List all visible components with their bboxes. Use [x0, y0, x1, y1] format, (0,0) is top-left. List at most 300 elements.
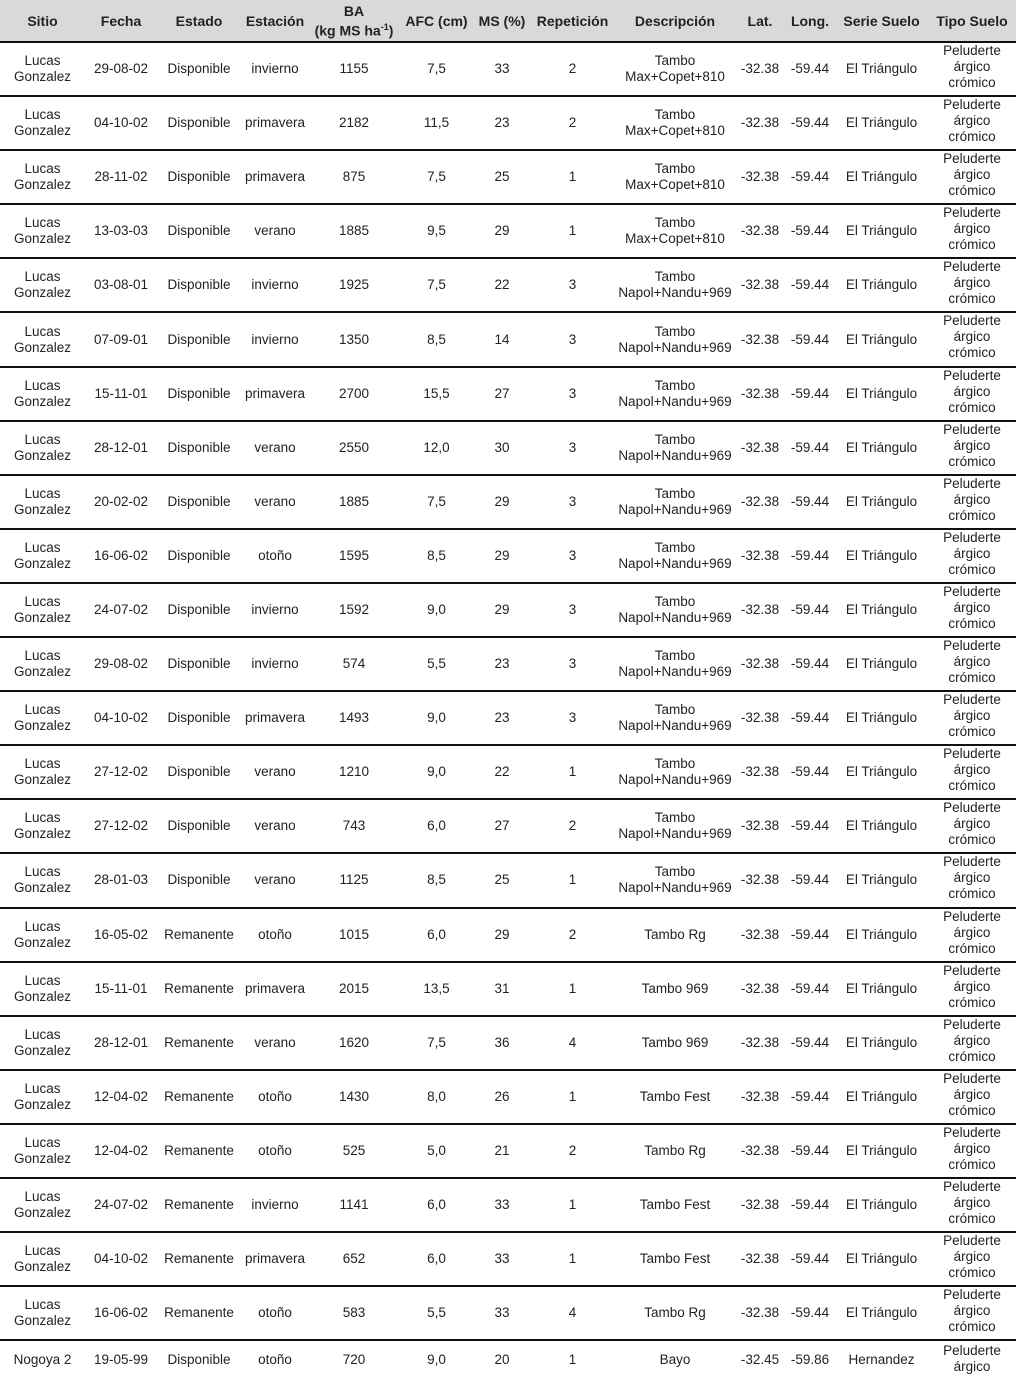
cell-serie-suelo: El Triángulo [835, 42, 928, 96]
cell-lat: -32.45 [740, 1351, 780, 1367]
cell-ba: 1155 [309, 42, 399, 96]
cell-estado: Remanente [157, 1286, 241, 1340]
cell-afc: 9,0 [399, 691, 474, 745]
cell-estado: Remanente [157, 1016, 241, 1070]
cell-ba: 1595 [309, 529, 399, 583]
cell-tipo-suelo: Peluderte árgico crómico [928, 908, 1016, 962]
cell-ba: 1885 [309, 475, 399, 529]
table-row [0, 745, 1016, 799]
cell-repeticion: 3 [530, 367, 615, 421]
cell-lat: -32.38 [735, 421, 785, 475]
cell-descripcion: Tambo Napol+Nandu+969 [615, 799, 735, 853]
cell-sitio: Lucas Gonzalez [0, 908, 85, 962]
cell-long: -59.44 [785, 367, 835, 421]
cell-sitio: Lucas Gonzalez [0, 150, 85, 204]
cell-ba: 2015 [309, 962, 399, 1016]
table-row [0, 150, 1016, 204]
cell-afc: 7,5 [399, 1016, 474, 1070]
cell-serie-suelo: El Triángulo [835, 1016, 928, 1070]
cell-serie-suelo: El Triángulo [835, 962, 928, 1016]
cell-afc: 5,0 [399, 1124, 474, 1178]
cell-long: -59.44 [785, 258, 835, 312]
cell-repeticion: 1 [530, 1070, 615, 1124]
cell-serie-suelo: El Triángulo [835, 421, 928, 475]
cell-estado: Remanente [157, 1070, 241, 1124]
cell-long: -59.44 [785, 204, 835, 258]
cell-descripcion: Tambo Napol+Nandu+969 [615, 637, 735, 691]
table-header [0, 0, 1016, 42]
cell-fecha: 16-05-02 [85, 908, 157, 962]
cell-long: -59.44 [785, 312, 835, 366]
cell-ms: 29 [474, 204, 530, 258]
cell-afc: 8,0 [399, 1070, 474, 1124]
cell-repeticion: 3 [530, 421, 615, 475]
cell-sitio: Lucas Gonzalez [0, 1070, 85, 1124]
cell-sitio: Lucas Gonzalez [0, 475, 85, 529]
cell-fecha: 29-08-02 [85, 637, 157, 691]
cell-descripcion: Tambo Max+Copet+810 [615, 204, 735, 258]
cell-long: -59.44 [785, 475, 835, 529]
cell-ms: 33 [474, 1232, 530, 1286]
cell-ba: 1493 [309, 691, 399, 745]
cell-tipo-suelo: Peluderte árgico crómico [928, 1124, 1016, 1178]
cell-ms: 22 [474, 258, 530, 312]
cell-fecha: 28-12-01 [85, 1016, 157, 1070]
cell-estacion: primavera [241, 96, 309, 150]
cell-afc: 9,0 [399, 745, 474, 799]
cell-ms: 33 [474, 42, 530, 96]
cell-lat: -32.38 [735, 150, 785, 204]
cell-estado: Remanente [157, 1178, 241, 1232]
cell-repeticion: 3 [530, 312, 615, 366]
header-descripcion: Descripción [615, 0, 735, 42]
cell-fecha: 03-08-01 [85, 258, 157, 312]
table-row [0, 583, 1016, 637]
cell-afc: 9,0 [399, 583, 474, 637]
cell-lat: -32.38 [735, 529, 785, 583]
header-sitio: Sitio [0, 0, 85, 42]
cell-fecha: 24-07-02 [85, 1178, 157, 1232]
cell-estacion: invierno [241, 637, 309, 691]
cell-sitio: Lucas Gonzalez [0, 529, 85, 583]
cell-descripcion: Tambo Napol+Nandu+969 [615, 853, 735, 907]
cell-fecha: 13-03-03 [85, 204, 157, 258]
cell-ba: 1141 [309, 1178, 399, 1232]
cell-ba: 720 [342, 1351, 366, 1367]
cell-descripcion: Tambo Max+Copet+810 [615, 150, 735, 204]
cell-ba: 2550 [309, 421, 399, 475]
cell-sitio: Lucas Gonzalez [0, 367, 85, 421]
cell-estacion: verano [241, 421, 309, 475]
cell-ba: 875 [309, 150, 399, 204]
cell-fecha: 28-12-01 [85, 421, 157, 475]
cell-estado: Disponible [157, 637, 241, 691]
cell-ms: 23 [474, 691, 530, 745]
cell-repeticion: 2 [530, 908, 615, 962]
cell-ms: 29 [474, 908, 530, 962]
cell-estacion: verano [241, 475, 309, 529]
cell-sitio: Lucas Gonzalez [0, 637, 85, 691]
cell-sitio: Lucas Gonzalez [0, 258, 85, 312]
table-row [0, 204, 1016, 258]
header-fecha: Fecha [85, 0, 157, 42]
cell-lat: -32.38 [735, 799, 785, 853]
cell-ba: 574 [309, 637, 399, 691]
cell-estado: Disponible [157, 204, 241, 258]
cell-ba: 1350 [309, 312, 399, 366]
cell-lat: -32.38 [735, 42, 785, 96]
cell-estacion: otoño [241, 908, 309, 962]
cell-long: -59.44 [785, 691, 835, 745]
cell-estacion: invierno [241, 312, 309, 366]
table-row [0, 1070, 1016, 1124]
cell-descripcion: Tambo Max+Copet+810 [615, 96, 735, 150]
cell-ms: 33 [474, 1286, 530, 1340]
cell-ba: 583 [309, 1286, 399, 1340]
cell-tipo-suelo: Peluderte árgico crómico [928, 1016, 1016, 1070]
cell-lat: -32.38 [735, 908, 785, 962]
cell-estado: Disponible [157, 96, 241, 150]
cell-estacion: invierno [241, 583, 309, 637]
cell-estacion: invierno [241, 1178, 309, 1232]
cell-descripcion: Tambo Fest [615, 1070, 735, 1124]
cell-tipo-suelo: Peluderte árgico crómico [928, 691, 1016, 745]
cell-estacion: verano [241, 853, 309, 907]
cell-sitio: Lucas Gonzalez [0, 421, 85, 475]
cell-afc: 7,5 [399, 475, 474, 529]
cell-descripcion: Tambo Napol+Nandu+969 [615, 475, 735, 529]
cell-ba: 1015 [309, 908, 399, 962]
cell-lat: -32.38 [735, 853, 785, 907]
cell-sitio: Lucas Gonzalez [0, 962, 85, 1016]
table-row [0, 1016, 1016, 1070]
cell-tipo-suelo: Peluderte árgico crómico [928, 42, 1016, 96]
cell-estado: Disponible [157, 799, 241, 853]
cell-afc: 7,5 [399, 42, 474, 96]
cell-descripcion: Tambo Napol+Nandu+969 [615, 312, 735, 366]
cell-estacion: verano [241, 799, 309, 853]
cell-serie-suelo: El Triángulo [835, 367, 928, 421]
cell-lat: -32.38 [735, 691, 785, 745]
cell-repeticion: 1 [530, 150, 615, 204]
cell-ms: 23 [474, 637, 530, 691]
cell-descripcion: Bayo [659, 1351, 691, 1367]
cell-tipo-suelo: Peluderte árgico crómico [928, 1232, 1016, 1286]
cell-long: -59.44 [785, 799, 835, 853]
cell-ba: 2700 [309, 367, 399, 421]
cell-fecha: 20-02-02 [85, 475, 157, 529]
cell-fecha: 04-10-02 [85, 96, 157, 150]
cell-afc: 7,5 [399, 150, 474, 204]
cell-ms: 25 [474, 853, 530, 907]
cell-ms: 29 [474, 583, 530, 637]
cell-estado: Disponible [157, 421, 241, 475]
cell-tipo-suelo: Peluderte árgico crómico [928, 150, 1016, 204]
cell-ms: 31 [474, 962, 530, 1016]
cell-afc: 6,0 [399, 908, 474, 962]
cell-descripcion: Tambo Max+Copet+810 [615, 42, 735, 96]
cell-estado: Remanente [157, 1124, 241, 1178]
cell-estado: Disponible [157, 853, 241, 907]
cell-afc: 9,0 [427, 1351, 446, 1367]
cell-fecha: 07-09-01 [85, 312, 157, 366]
cell-serie-suelo: El Triángulo [835, 204, 928, 258]
cell-ms: 21 [474, 1124, 530, 1178]
cell-ba: 743 [309, 799, 399, 853]
cell-estacion: primavera [241, 1232, 309, 1286]
cell-serie-suelo: El Triángulo [835, 258, 928, 312]
cell-ms: 27 [474, 367, 530, 421]
cell-ms: 29 [474, 529, 530, 583]
table-row [0, 1232, 1016, 1286]
cell-afc: 6,0 [399, 1178, 474, 1232]
cell-tipo-suelo: Peluderte árgico [943, 1343, 1001, 1375]
cell-lat: -32.38 [735, 583, 785, 637]
cell-estacion: primavera [241, 150, 309, 204]
header-estacion: Estación [241, 0, 309, 42]
header-estado: Estado [157, 0, 241, 42]
cell-afc: 12,0 [399, 421, 474, 475]
cell-fecha: 04-10-02 [85, 691, 157, 745]
cell-sitio: Lucas Gonzalez [0, 1232, 85, 1286]
cell-ms: 27 [474, 799, 530, 853]
cell-serie-suelo: El Triángulo [835, 1070, 928, 1124]
cell-fecha: 29-08-02 [85, 42, 157, 96]
cell-estacion: invierno [241, 42, 309, 96]
cell-long: -59.44 [785, 962, 835, 1016]
cell-descripcion: Tambo Rg [615, 908, 735, 962]
table-row [0, 908, 1016, 962]
cell-repeticion: 2 [530, 799, 615, 853]
cell-fecha: 24-07-02 [85, 583, 157, 637]
table-row [0, 42, 1016, 96]
table-row [0, 853, 1016, 907]
cell-repeticion: 2 [530, 1124, 615, 1178]
cell-repeticion: 2 [530, 42, 615, 96]
header-ms: MS (%) [474, 0, 530, 42]
cell-tipo-suelo: Peluderte árgico crómico [928, 637, 1016, 691]
cell-fecha: 04-10-02 [85, 1232, 157, 1286]
cell-repeticion: 1 [530, 853, 615, 907]
cell-tipo-suelo: Peluderte árgico crómico [928, 96, 1016, 150]
header-ba-label: BA [343, 2, 365, 19]
cell-long: -59.44 [785, 745, 835, 799]
cell-lat: -32.38 [735, 367, 785, 421]
cell-fecha: 15-11-01 [85, 367, 157, 421]
cell-estacion: verano [241, 1016, 309, 1070]
header-ba-unit [310, 19, 398, 39]
cell-afc: 15,5 [399, 367, 474, 421]
cell-serie-suelo: El Triángulo [835, 96, 928, 150]
cell-long: -59.44 [785, 583, 835, 637]
table-row [0, 312, 1016, 366]
cell-tipo-suelo: Peluderte árgico crómico [928, 421, 1016, 475]
cell-sitio: Lucas Gonzalez [0, 204, 85, 258]
cell-repeticion: 1 [530, 1178, 615, 1232]
cell-repeticion: 1 [568, 1351, 577, 1367]
cell-repeticion: 3 [530, 583, 615, 637]
table-row [0, 529, 1016, 583]
table-row [0, 1178, 1016, 1232]
cell-estado: Disponible [157, 258, 241, 312]
cell-afc: 8,5 [399, 312, 474, 366]
cell-tipo-suelo: Peluderte árgico crómico [928, 745, 1016, 799]
table-row [0, 637, 1016, 691]
cell-sitio: Lucas Gonzalez [0, 96, 85, 150]
cell-estacion: primavera [241, 367, 309, 421]
cell-repeticion: 3 [530, 637, 615, 691]
cell-lat: -32.38 [735, 96, 785, 150]
table-row [0, 1286, 1016, 1340]
cell-estado: Disponible [157, 312, 241, 366]
cell-tipo-suelo: Peluderte árgico crómico [928, 1178, 1016, 1232]
cell-estacion: primavera [241, 691, 309, 745]
cell-ms: 25 [474, 150, 530, 204]
cell-ba: 1125 [309, 853, 399, 907]
cell-fecha: 16-06-02 [85, 529, 157, 583]
cell-descripcion: Tambo Rg [615, 1286, 735, 1340]
cell-ms: 22 [474, 745, 530, 799]
cell-lat: -32.38 [735, 475, 785, 529]
header-tipo-suelo: Tipo Suelo [928, 0, 1016, 42]
cell-serie-suelo: El Triángulo [835, 1178, 928, 1232]
cell-serie-suelo: El Triángulo [835, 312, 928, 366]
cell-ms: 30 [474, 421, 530, 475]
cell-repeticion: 3 [530, 475, 615, 529]
cell-descripcion: Tambo Napol+Nandu+969 [615, 258, 735, 312]
cell-lat: -32.38 [735, 1286, 785, 1340]
cell-repeticion: 4 [530, 1286, 615, 1340]
header-row [0, 0, 1016, 42]
table-row [0, 367, 1016, 421]
cell-descripcion: Tambo Napol+Nandu+969 [615, 691, 735, 745]
cell-serie-suelo: El Triángulo [835, 691, 928, 745]
cell-sitio: Lucas Gonzalez [0, 799, 85, 853]
cell-long: -59.44 [785, 529, 835, 583]
cell-tipo-suelo: Peluderte árgico crómico [928, 367, 1016, 421]
cell-repeticion: 1 [530, 204, 615, 258]
cell-lat: -32.38 [735, 1232, 785, 1286]
cell-sitio: Lucas Gonzalez [0, 1286, 85, 1340]
table-row [0, 96, 1016, 150]
cell-fecha: 27-12-02 [85, 745, 157, 799]
cell-serie-suelo: El Triángulo [835, 1232, 928, 1286]
cell-tipo-suelo: Peluderte árgico crómico [928, 312, 1016, 366]
cell-sitio: Lucas Gonzalez [0, 691, 85, 745]
cell-afc: 5,5 [399, 637, 474, 691]
cell-ms: 20 [494, 1351, 510, 1367]
cell-fecha: 12-04-02 [85, 1070, 157, 1124]
table-row [0, 962, 1016, 1016]
cell-ba: 1925 [309, 258, 399, 312]
cell-long: -59.44 [785, 421, 835, 475]
cell-tipo-suelo: Peluderte árgico crómico [928, 1070, 1016, 1124]
cell-serie-suelo: El Triángulo [835, 637, 928, 691]
cell-ba: 1210 [309, 745, 399, 799]
cell-estacion: otoño [241, 1286, 309, 1340]
cell-descripcion: Tambo Napol+Nandu+969 [615, 583, 735, 637]
cell-repeticion: 1 [530, 962, 615, 1016]
cell-afc: 9,5 [399, 204, 474, 258]
cell-fecha: 19-05-99 [93, 1351, 149, 1367]
cell-descripcion: Tambo Napol+Nandu+969 [615, 745, 735, 799]
header-afc: AFC (cm) [399, 0, 474, 42]
cell-sitio: Lucas Gonzalez [0, 583, 85, 637]
cell-ba: 525 [309, 1124, 399, 1178]
cell-afc: 6,0 [399, 799, 474, 853]
cell-estacion: otoño [241, 1070, 309, 1124]
cell-tipo-suelo: Peluderte árgico crómico [928, 529, 1016, 583]
cell-lat: -32.38 [735, 1070, 785, 1124]
cell-serie-suelo: El Triángulo [835, 853, 928, 907]
cell-sitio: Lucas Gonzalez [0, 1178, 85, 1232]
cell-ba: 1592 [309, 583, 399, 637]
cell-afc: 8,5 [399, 529, 474, 583]
cell-lat: -32.38 [735, 962, 785, 1016]
cell-ba: 1620 [309, 1016, 399, 1070]
cell-descripcion: Tambo 969 [615, 1016, 735, 1070]
cell-estado: Remanente [157, 962, 241, 1016]
header-ba-unit-sup: -1 [380, 21, 389, 32]
cell-lat: -32.38 [735, 637, 785, 691]
cell-tipo-suelo: Peluderte árgico crómico [928, 799, 1016, 853]
cell-estacion: primavera [241, 962, 309, 1016]
cell-ba: 652 [309, 1232, 399, 1286]
cell-fecha: 28-01-03 [85, 853, 157, 907]
header-ba [309, 0, 399, 42]
table-body [0, 42, 1016, 1378]
cell-afc: 7,5 [399, 258, 474, 312]
cell-estado: Disponible [157, 691, 241, 745]
cell-fecha: 15-11-01 [85, 962, 157, 1016]
table-row [0, 258, 1016, 312]
cell-estado: Disponible [157, 529, 241, 583]
cell-estado: Disponible [157, 745, 241, 799]
cell-repeticion: 2 [530, 96, 615, 150]
cell-descripcion: Tambo Napol+Nandu+969 [615, 367, 735, 421]
header-lat: Lat. [735, 0, 785, 42]
cell-tipo-suelo: Peluderte árgico crómico [928, 258, 1016, 312]
cell-lat: -32.38 [735, 204, 785, 258]
cell-serie-suelo: El Triángulo [835, 745, 928, 799]
cell-long: -59.44 [785, 150, 835, 204]
cell-fecha: 16-06-02 [85, 1286, 157, 1340]
cell-sitio: Lucas Gonzalez [0, 312, 85, 366]
cell-serie-suelo: El Triángulo [835, 529, 928, 583]
cell-afc: 13,5 [399, 962, 474, 1016]
cell-ms: 14 [474, 312, 530, 366]
cell-tipo-suelo: Peluderte árgico crómico [928, 204, 1016, 258]
cell-tipo-suelo: Peluderte árgico crómico [928, 1286, 1016, 1340]
cell-serie-suelo: El Triángulo [835, 583, 928, 637]
header-repeticion: Repetición [530, 0, 615, 42]
cell-long: -59.44 [785, 1070, 835, 1124]
cell-long: -59.44 [785, 637, 835, 691]
cell-tipo-suelo: Peluderte árgico crómico [928, 962, 1016, 1016]
cell-sitio: Lucas Gonzalez [0, 853, 85, 907]
cell-estado: Disponible [157, 583, 241, 637]
cell-long: -59.44 [785, 42, 835, 96]
cell-serie-suelo: El Triángulo [835, 1124, 928, 1178]
cell-afc: 8,5 [399, 853, 474, 907]
cell-repeticion: 3 [530, 529, 615, 583]
cell-sitio: Nogoya 2 [13, 1351, 72, 1367]
cell-fecha: 28-11-02 [85, 150, 157, 204]
cell-ba: 2182 [309, 96, 399, 150]
cell-estacion: otoño [258, 1351, 292, 1367]
header-ba-unit-pre: (kg MS ha [314, 22, 381, 39]
cell-afc: 6,0 [399, 1232, 474, 1286]
